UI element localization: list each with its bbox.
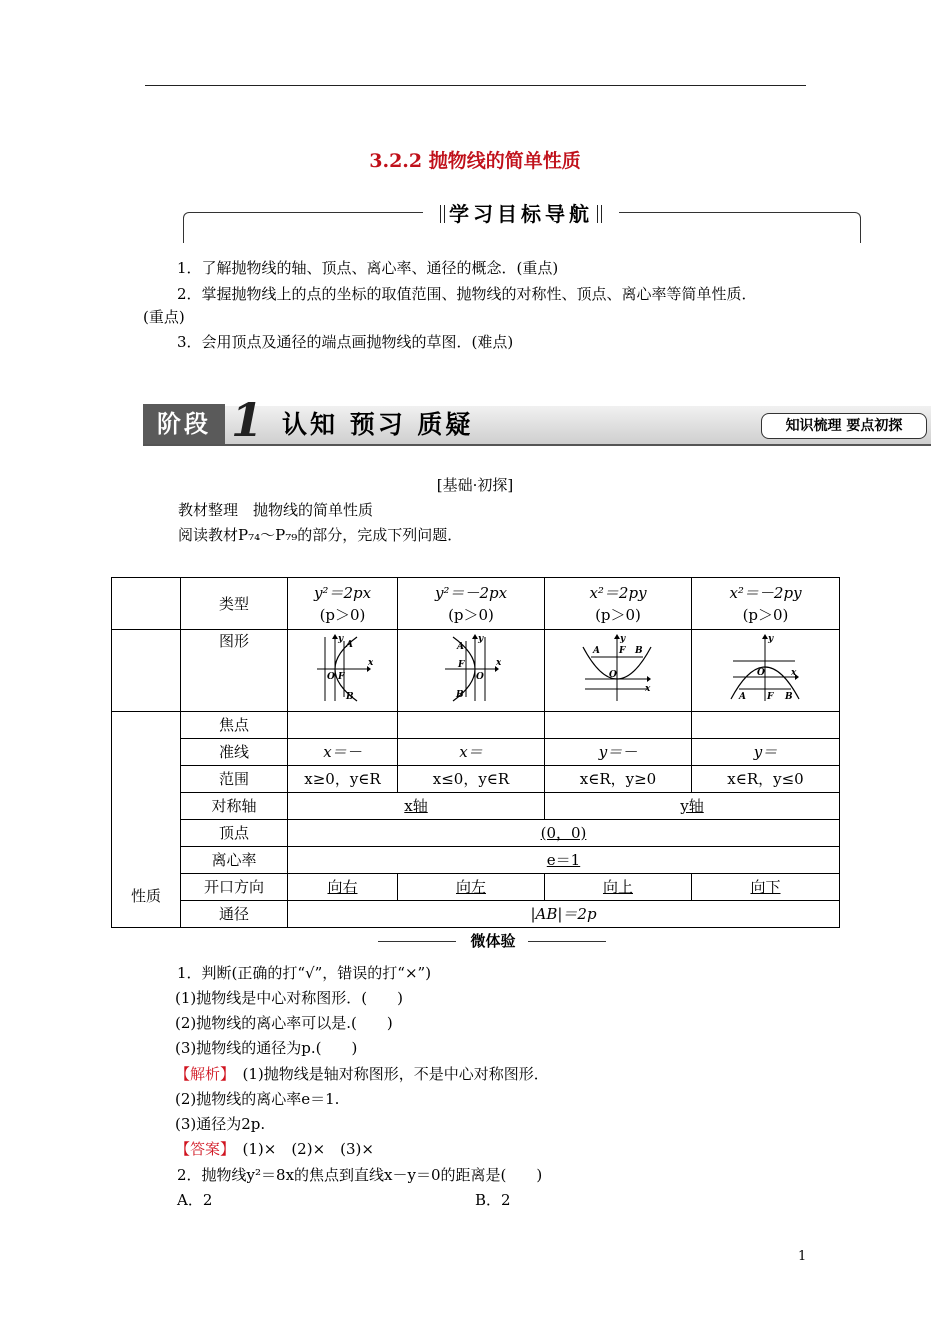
type-label: 类型 xyxy=(181,578,288,630)
stage-text: 认知 预习 质疑 xyxy=(282,410,474,439)
type-equation: y²＝－2px xyxy=(434,583,508,602)
value-cell xyxy=(545,793,840,820)
value-cell xyxy=(288,847,840,874)
goal-item: 1．了解抛物线的轴、顶点、离心率、通径的概念．(重点) xyxy=(177,259,559,277)
exercise-line: (2)抛物线的离心率可以是.( ) xyxy=(175,1014,393,1032)
answer-tag: 【答案】 xyxy=(175,1140,228,1158)
fig-x: x xyxy=(367,657,373,668)
weitiyan-label: 微体验 xyxy=(470,932,516,950)
directrix-value: x＝－ xyxy=(323,743,362,761)
fig-o: O xyxy=(756,667,765,678)
section-title: 教材整理 抛物线的简单性质 xyxy=(178,501,374,519)
fig-f: F xyxy=(766,691,773,702)
figure-cell xyxy=(545,630,692,712)
header-rule xyxy=(145,85,806,86)
value-cell xyxy=(692,712,840,739)
value-cell xyxy=(545,739,692,766)
type-condition: (p＞0) xyxy=(448,605,494,624)
analysis-text: (1)抛物线是轴对称图形，不是中心对称图形． xyxy=(227,1065,549,1083)
type-cell xyxy=(288,578,398,630)
divider xyxy=(528,941,606,942)
row-label: 通径 xyxy=(181,901,288,928)
fig-o: O xyxy=(476,671,484,682)
option-a: A．2 xyxy=(177,1191,213,1209)
bar-left-icon xyxy=(440,205,445,223)
directrix-value: y＝－ xyxy=(598,743,638,761)
row-label: 对称轴 xyxy=(181,793,288,820)
ecc-value: e＝1 xyxy=(546,851,581,869)
fig-y: y xyxy=(620,633,626,644)
fig-a: A xyxy=(345,639,353,650)
exercise-line: (3)抛物线的通径为p.( ) xyxy=(175,1039,358,1057)
type-equation: x²＝－2py xyxy=(729,583,802,602)
value-cell xyxy=(398,874,545,901)
value-cell xyxy=(288,874,398,901)
stage-number: 1 xyxy=(230,393,263,447)
fig-a: A xyxy=(593,645,600,656)
option-b: B．2 xyxy=(475,1191,511,1209)
exercise-line: 1．判断(正确的打“√”，错误的打“×”) xyxy=(177,964,432,982)
row-label: 焦点 xyxy=(181,712,288,739)
analysis-line: (3)通径为2p. xyxy=(175,1115,266,1133)
parabola-down-figure xyxy=(729,633,803,703)
row-label: 范围 xyxy=(181,766,288,793)
axis-value: x轴 xyxy=(404,797,428,815)
directrix-value: y＝ xyxy=(753,743,778,761)
goals-heading-text: 学习目标导航 xyxy=(449,202,593,226)
type-condition: (p＞0) xyxy=(319,605,366,624)
divider xyxy=(378,941,456,942)
figure-cell xyxy=(288,630,398,712)
fig-a: A xyxy=(457,641,464,652)
parabola-right-figure xyxy=(313,633,373,703)
value-cell xyxy=(288,793,545,820)
fig-x: x xyxy=(496,657,501,668)
fig-y: y xyxy=(478,633,484,644)
row-label: 开口方向 xyxy=(181,874,288,901)
latus-value: |AB|＝2p xyxy=(530,905,597,923)
opening-value: 向左 xyxy=(455,878,486,896)
value-cell xyxy=(545,712,692,739)
answer-text: (1)× (2)× (3)× xyxy=(227,1140,374,1158)
analysis-line xyxy=(175,1063,549,1085)
type-equation: y²＝2px xyxy=(313,583,372,602)
row-label: 顶点 xyxy=(181,820,288,847)
props-label: 性质 xyxy=(112,712,181,928)
type-cell xyxy=(692,578,840,630)
value-cell: x∈R，y≤0 xyxy=(692,766,840,793)
parabola-left-figure xyxy=(441,633,501,703)
value-cell xyxy=(288,901,840,928)
opening-value: 向下 xyxy=(750,878,781,896)
value-cell xyxy=(288,739,398,766)
type-cell xyxy=(545,578,692,630)
stage-tag: 知识梳理 要点初探 xyxy=(761,413,927,439)
fig-a: A xyxy=(738,691,746,702)
goal-item: 3．会用顶点及通径的端点画抛物线的草图．(难点) xyxy=(177,333,514,351)
page-title: 3.2.2 抛物线的简单性质 xyxy=(369,150,581,172)
fig-b: B xyxy=(345,691,354,702)
figure-cell xyxy=(692,630,840,712)
fig-x: x xyxy=(790,667,796,678)
vertex-value: (0，0) xyxy=(540,824,587,842)
figure-label: 图形 xyxy=(181,630,288,712)
basics-tag: [基础·初探] xyxy=(436,476,514,494)
analysis-tag: 【解析】 xyxy=(175,1065,228,1083)
blank-cell xyxy=(112,578,181,630)
goals-heading xyxy=(423,198,619,230)
type-condition: (p＞0) xyxy=(742,605,789,624)
fig-x: x xyxy=(645,683,651,694)
fig-y: y xyxy=(767,633,773,644)
bar-right-icon xyxy=(597,205,602,223)
axis-value: y轴 xyxy=(680,797,704,815)
fig-b: B xyxy=(635,645,643,656)
type-condition: (p＞0) xyxy=(595,605,641,624)
type-cell xyxy=(398,578,545,630)
value-cell xyxy=(692,874,840,901)
opening-value: 向右 xyxy=(327,878,358,896)
value-cell xyxy=(288,712,398,739)
value-cell xyxy=(398,739,545,766)
row-label: 准线 xyxy=(181,739,288,766)
value-cell xyxy=(398,712,545,739)
fig-f: F xyxy=(619,645,626,656)
goal-item: 2．掌握抛物线上的点的坐标的取值范围、抛物线的对称性、顶点、离心率等简单性质． xyxy=(177,285,757,303)
blank-cell xyxy=(112,630,181,712)
reading-instruction: 阅读教材P₇₄～P₇₉的部分，完成下列问题． xyxy=(178,526,463,544)
fig-b: B xyxy=(784,691,793,702)
parabola-up-figure xyxy=(581,633,655,703)
value-cell: x≤0，y∈R xyxy=(398,766,545,793)
value-cell xyxy=(288,820,840,847)
question-2: 2．抛物线y²＝8x的焦点到直线x－y＝0的距离是( ) xyxy=(177,1166,543,1184)
row-label: 离心率 xyxy=(181,847,288,874)
weitiyan-heading xyxy=(378,928,606,954)
fig-o: O xyxy=(326,671,335,682)
fig-f: F xyxy=(337,671,344,682)
properties-table xyxy=(111,577,840,928)
goal-item: (重点) xyxy=(143,308,185,326)
opening-value: 向上 xyxy=(602,878,633,896)
fig-y: y xyxy=(337,633,343,644)
figure-cell xyxy=(398,630,545,712)
fig-b: B xyxy=(456,689,464,700)
type-equation: x²＝2py xyxy=(589,583,647,602)
value-cell: x∈R，y≥0 xyxy=(545,766,692,793)
page-number: 1 xyxy=(798,1249,807,1264)
fig-o: O xyxy=(609,669,617,680)
fig-f: F xyxy=(458,659,465,670)
stage-label: 阶段 xyxy=(143,404,225,444)
value-cell xyxy=(692,739,840,766)
exercise-line: (1)抛物线是中心对称图形．( ) xyxy=(175,989,403,1007)
directrix-value: x＝ xyxy=(459,743,483,761)
answer-line xyxy=(175,1138,374,1160)
analysis-line: (2)抛物线的离心率e＝1. xyxy=(175,1090,340,1108)
value-cell: x≥0，y∈R xyxy=(288,766,398,793)
value-cell xyxy=(545,874,692,901)
